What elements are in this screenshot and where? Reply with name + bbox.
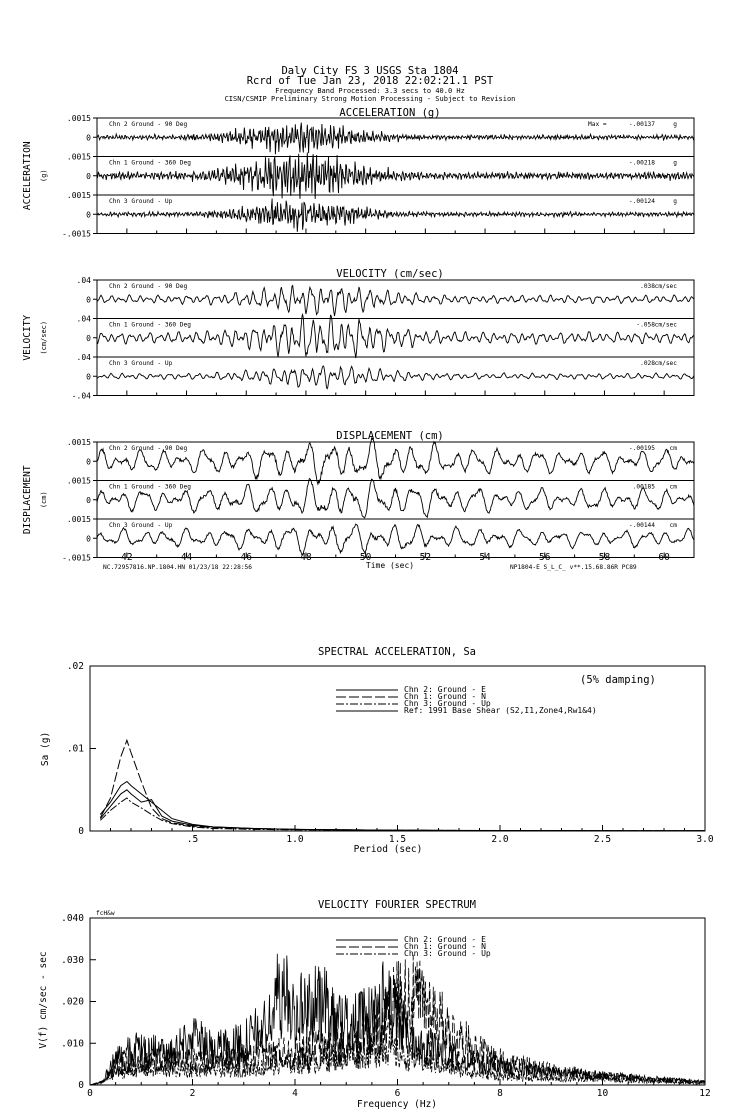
record-id-footer: NC.72957816.NP.1804.HN 01/23/18 22:28:56 (103, 564, 253, 571)
side-label: VELOCITY (22, 314, 33, 361)
y-tick-label-zero: 0 (86, 210, 91, 220)
fourier-y-label: V(f) cm/sec - sec (38, 951, 49, 1049)
fourier-y-tick-label: .010 (61, 1038, 84, 1050)
y-tick-label-zero: 0 (86, 333, 91, 343)
y-tick-label-top: .0015 (66, 438, 91, 447)
fourier-curves (90, 954, 705, 1085)
peak-unit: cm/sec (654, 360, 677, 367)
damping-note: (5% damping) (580, 674, 656, 686)
spectral-x-tick-label: 1.5 (388, 834, 407, 845)
spectral-x-tick-label: 2.5 (593, 834, 612, 845)
spectral-x-tick-label: .5 (186, 834, 199, 845)
frequency-band: Frequency Band Processed: 3.3 secs to 40.0 Hz (275, 87, 465, 95)
fourier-x-tick-label: 10 (596, 1088, 609, 1099)
waveform (97, 366, 694, 389)
spectral-y-tick-label: 0 (78, 826, 84, 837)
y-tick-label-top: .0015 (66, 515, 91, 524)
panel-2 (22, 430, 694, 563)
fourier-y-tick-label: 0 (78, 1080, 84, 1091)
time-tick-label: 52 (419, 552, 432, 563)
y-tick-label-bottom: -.04 (71, 391, 91, 401)
station-title: Daly City FS 3 USGS Sta 1804 (281, 65, 459, 77)
peak-unit: g (673, 198, 677, 205)
time-tick-label: 42 (121, 552, 133, 563)
peak-unit: cm (669, 445, 677, 452)
y-tick-label-top: .04 (76, 276, 91, 285)
spectral-series-1 (100, 740, 705, 831)
panel-1 (22, 268, 694, 401)
spectral-curves (100, 740, 705, 831)
fourier-corner-label: fcH&w (96, 910, 115, 917)
peak-unit: cm/sec (654, 283, 677, 290)
peak-unit: g (673, 121, 677, 128)
fourier-x-axis (87, 1079, 711, 1099)
fourier-legend-label-chn2: Chn 2: Ground - E (404, 935, 486, 944)
peak-unit: g (673, 159, 677, 167)
y-tick-label-zero: 0 (86, 372, 91, 382)
time-tick-label: 44 (180, 552, 193, 563)
channel-row (67, 114, 694, 157)
side-label: DISPLACEMENT (22, 465, 33, 535)
fourier-x-label: Frequency (Hz) (356, 1099, 438, 1110)
peak-unit: cm (669, 522, 677, 529)
spectral-y-tick-label: .01 (66, 743, 84, 755)
channel-row (77, 276, 694, 319)
time-series-panels (22, 107, 694, 563)
channel-label: Chn 1 Ground - 360 Deg (109, 159, 191, 167)
y-tick-label-zero: 0 (86, 457, 91, 467)
panel-0 (22, 107, 694, 239)
spectral-series-3 (100, 782, 705, 831)
processing-id-footer: NP1804-E S_L_C_ v**.15.68.86R PC89 (510, 564, 637, 571)
spectral-x-tick-label: 3.0 (696, 834, 714, 845)
channel-label: Chn 3 Ground - Up (109, 360, 173, 367)
peak-value: -.00144 (628, 522, 655, 529)
channel-row (67, 438, 694, 484)
peak-value: -.058 (636, 321, 655, 329)
peak-value: -.00137 (628, 121, 655, 128)
fourier-x-tick-label: 8 (497, 1088, 503, 1099)
processing-note: CISN/CSMIP Preliminary Strong Motion Processing - Subject to Revision (224, 95, 516, 103)
fourier-x-tick-label: 2 (189, 1088, 196, 1099)
time-tick-label: 50 (359, 552, 372, 563)
panel-title: DISPLACEMENT (cm) (336, 430, 444, 442)
fourier-legend-label-chn3: Chn 3: Ground - Up (404, 949, 491, 958)
y-tick-label-bottom: -.0015 (62, 553, 91, 563)
panel-title: ACCELERATION (g) (339, 107, 441, 119)
spectral-legend (336, 685, 597, 715)
unit-label: (cm/sec) (40, 320, 48, 355)
fourier-series-2 (90, 1031, 705, 1085)
legend-label-chn3: Chn 3: Ground - Up (404, 699, 491, 708)
y-tick-label-top: .0015 (66, 191, 91, 200)
y-tick-label-top: .04 (76, 314, 91, 324)
waveform (97, 199, 694, 232)
fourier-x-tick-label: 4 (292, 1088, 298, 1099)
channel-label: Chn 1 Ground - 360 Deg (109, 321, 191, 329)
fourier-legend-label-chn1: Chn 1: Ground - N (404, 942, 486, 951)
y-tick-label-top: .0015 (66, 152, 91, 162)
time-tick-label: 54 (479, 552, 491, 563)
legend-label-ref: Ref: 1991 Base Shear (S2,I1,Zone4,Rw1&4) (404, 706, 597, 715)
fourier-title: VELOCITY FOURIER SPECTRUM (317, 899, 477, 911)
fourier-x-tick-label: 0 (87, 1088, 93, 1099)
panel-title: VELOCITY (cm/sec) (336, 268, 444, 280)
max-prefix: Max = (588, 121, 607, 128)
legend-label-chn1: Chn 1: Ground - N (404, 692, 486, 701)
peak-value: .00185 (632, 483, 655, 491)
y-tick-label-top: .0015 (66, 114, 91, 123)
record-time: Rcrd of Tue Jan 23, 2018 22:02:21.1 PST (246, 75, 494, 87)
peak-unit: cm (669, 483, 677, 491)
unit-label: (g) (40, 169, 48, 183)
channel-label: Chn 3 Ground - Up (109, 198, 173, 205)
channel-row (67, 153, 694, 200)
peak-value: .028 (640, 360, 655, 367)
channel-row (72, 353, 694, 401)
y-tick-label-top: .0015 (66, 476, 91, 486)
peak-value: .038 (640, 283, 655, 290)
spectral-plot-frame (90, 666, 705, 831)
time-tick-label: 56 (539, 552, 551, 563)
waveform (97, 286, 694, 317)
channel-label: Chn 3 Ground - Up (109, 522, 173, 529)
fourier-y-tick-label: .040 (61, 913, 84, 924)
spectral-x-tick-label: 2.0 (491, 834, 509, 845)
channel-row (67, 477, 694, 520)
peak-unit: cm/sec (654, 321, 677, 329)
spectral-title: SPECTRAL ACCELERATION, Sa (317, 646, 477, 658)
fourier-y-tick-label: .030 (61, 954, 84, 966)
unit-label: (cm) (40, 491, 48, 509)
fourier-series-1 (90, 955, 705, 1085)
peak-value: -.00124 (628, 198, 655, 205)
fourier-x-tick-label: 6 (394, 1088, 401, 1099)
fourier-legend (336, 935, 491, 958)
fourier-y-axis (61, 913, 96, 1091)
spectral-x-label: Period (sec) (353, 844, 423, 855)
y-tick-label-zero: 0 (86, 534, 91, 544)
fourier-x-tick-label: 12 (699, 1088, 711, 1099)
y-tick-label-top: .04 (76, 353, 91, 362)
y-tick-label-zero: 0 (86, 495, 91, 505)
channel-row (77, 315, 694, 359)
peak-value: -.00218 (628, 159, 655, 167)
spectral-series-0 (100, 790, 705, 831)
spectral-x-axis (78, 825, 714, 845)
peak-value: -.00195 (628, 445, 655, 452)
channel-label: Chn 2 Ground - 90 Deg (109, 445, 188, 452)
time-tick-label: 48 (300, 552, 312, 563)
fourier-y-tick-label: .020 (61, 996, 84, 1008)
spectral-y-tick-label: .02 (66, 661, 84, 672)
y-tick-label-bottom: -.0015 (62, 229, 91, 239)
side-label: ACCELERATION (22, 141, 33, 211)
channel-label: Chn 2 Ground - 90 Deg (109, 283, 188, 290)
spectral-y-axis (67, 661, 96, 837)
time-tick-label: 58 (598, 552, 611, 563)
y-tick-label-zero: 0 (86, 171, 91, 181)
channel-label: Chn 2 Ground - 90 Deg (109, 121, 188, 128)
y-tick-label-zero: 0 (86, 133, 91, 143)
legend-label-chn2: Chn 2: Ground - E (404, 685, 486, 694)
time-tick-label: 60 (658, 552, 670, 563)
waveform (97, 524, 694, 555)
spectral-x-tick-label: 1.0 (286, 834, 304, 845)
channel-label: Chn 1 Ground - 360 Deg (109, 483, 191, 491)
spectral-y-label: Sa (g) (40, 731, 51, 767)
time-axis-label: Time (sec) (365, 561, 415, 570)
time-tick-label: 46 (240, 552, 252, 563)
y-tick-label-zero: 0 (86, 295, 91, 305)
